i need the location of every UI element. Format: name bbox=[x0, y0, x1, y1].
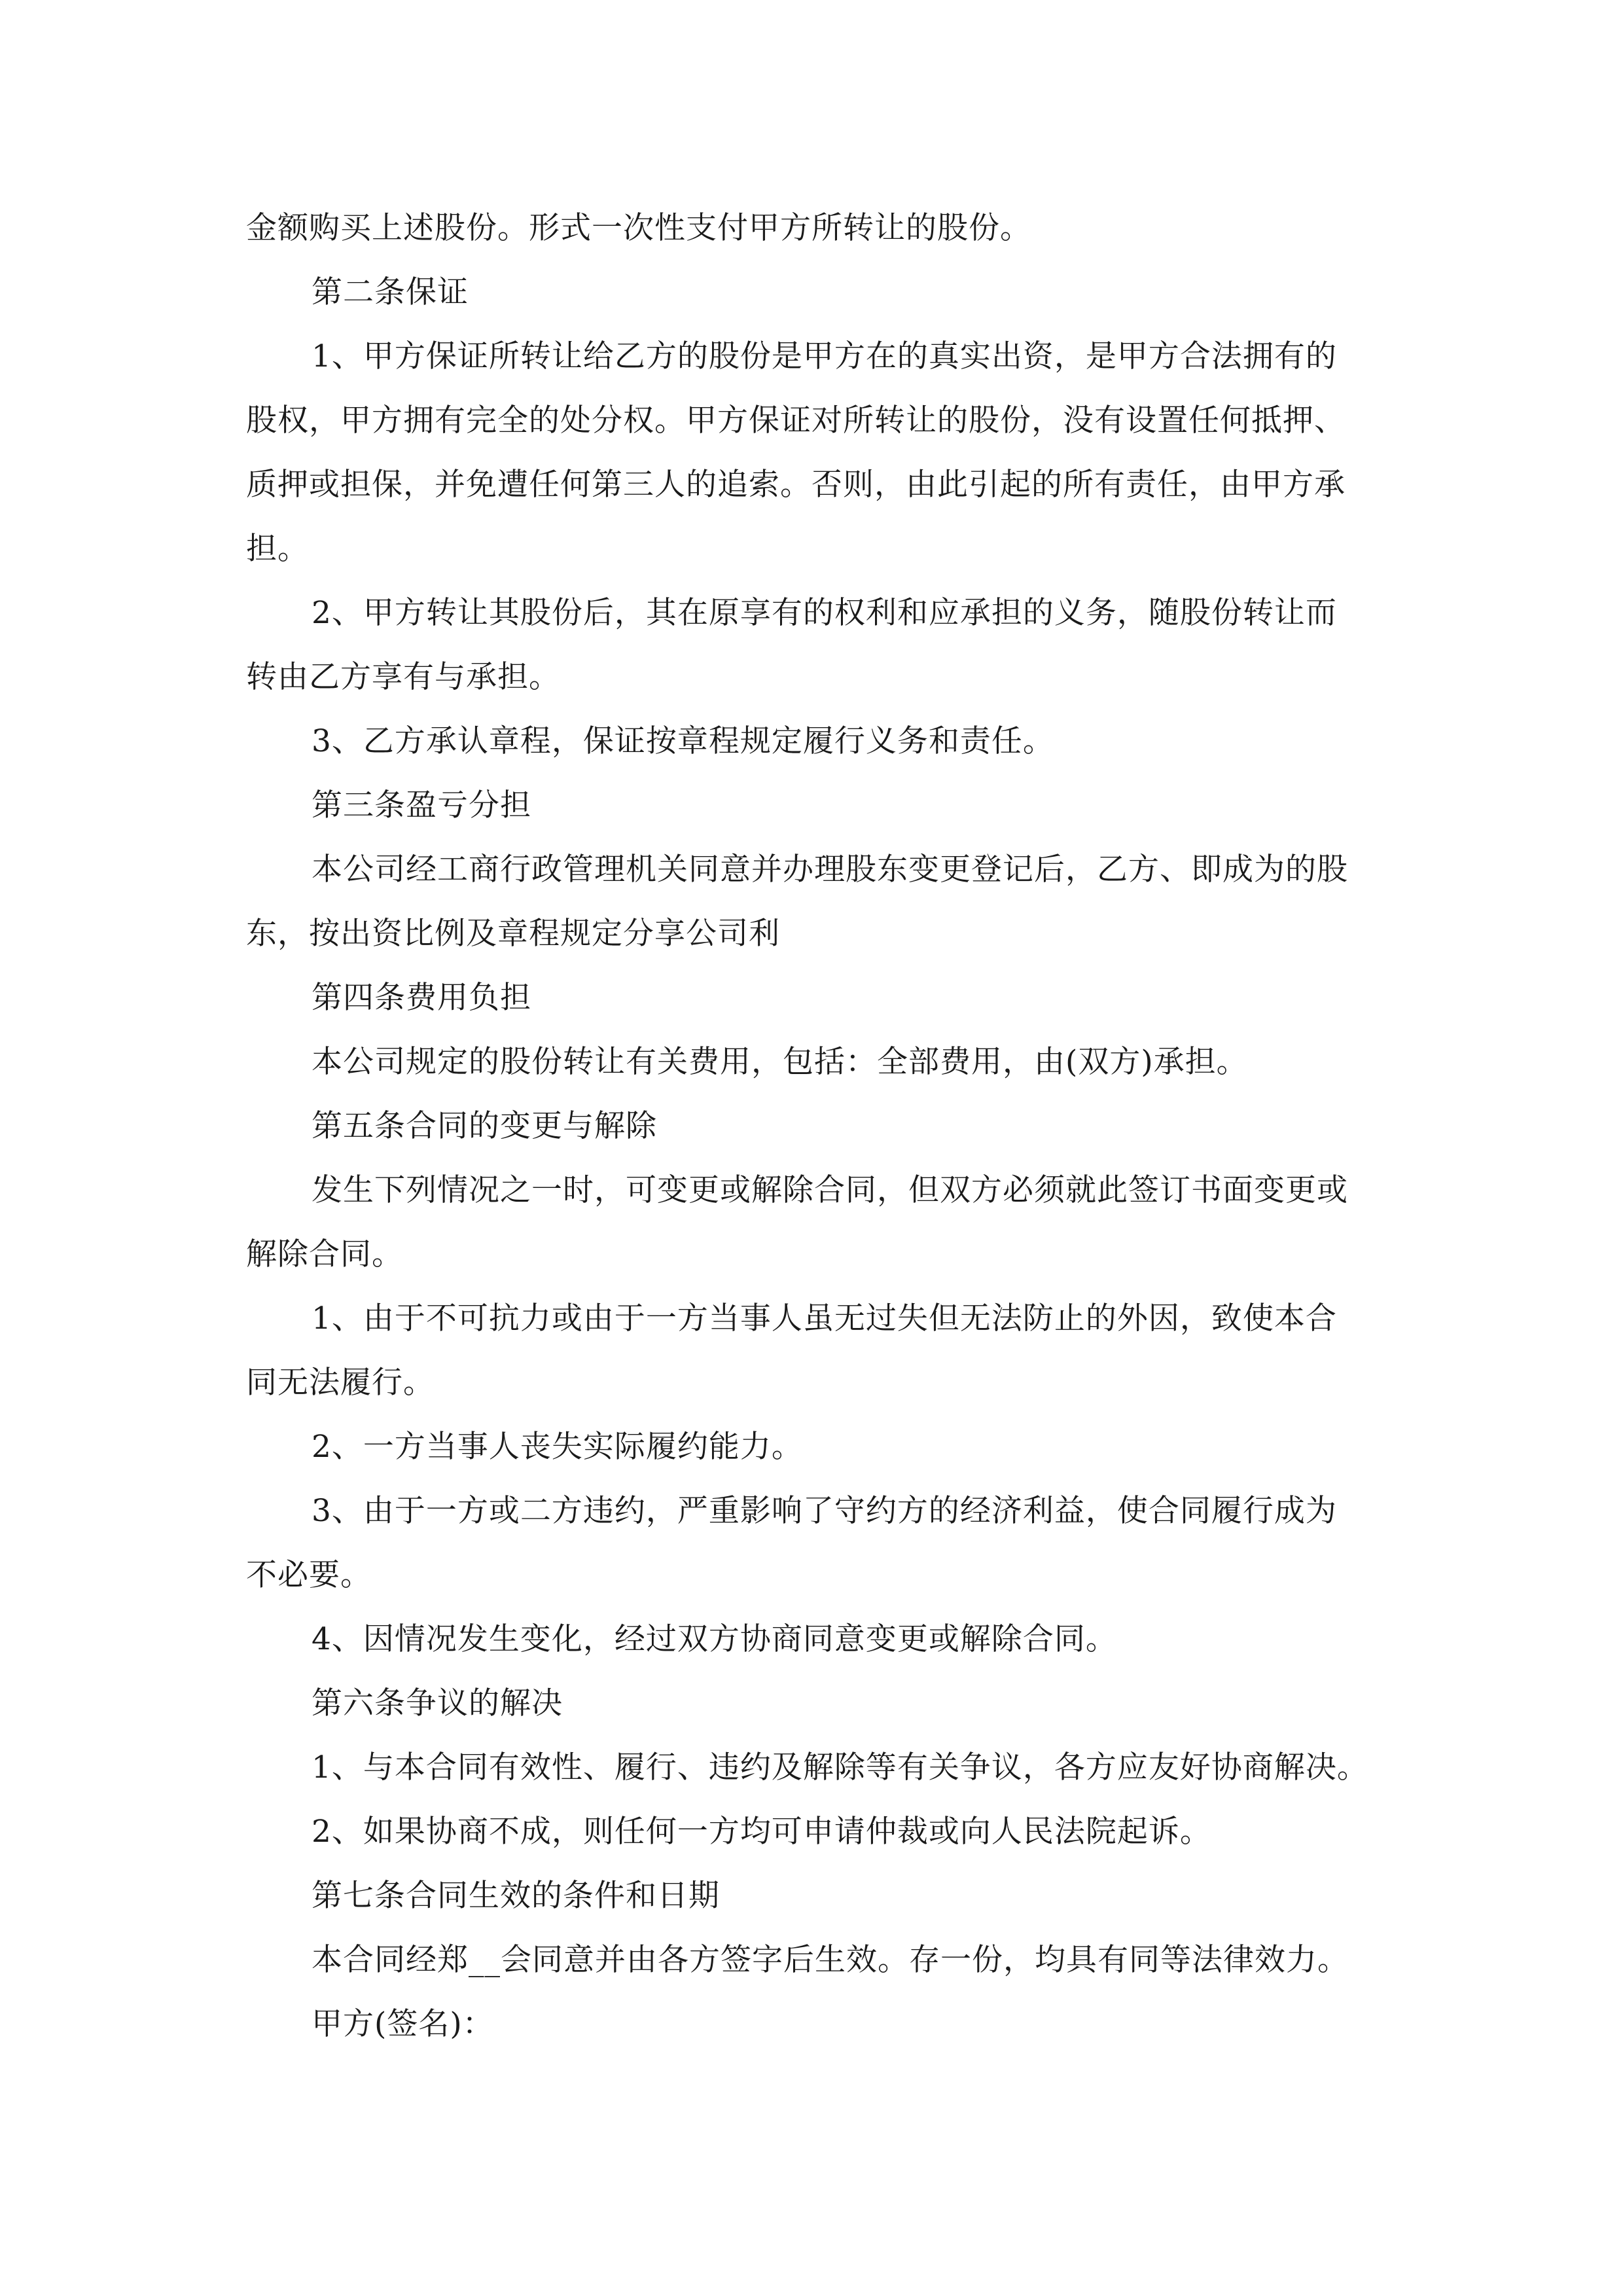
text-line: 同无法履行。 bbox=[246, 1365, 435, 1401]
text-line: 本公司经工商行政管理机关同意并办理股东变更登记后，乙方、即成为的股 bbox=[312, 852, 1348, 888]
section-heading-7: 第七条合同生效的条件和日期 bbox=[312, 1878, 720, 1914]
text-line: 2、甲方转让其股份后，其在原享有的权利和应承担的义务，随股份转让而 bbox=[312, 595, 1337, 631]
text-line: 质押或担保，并免遭任何第三人的追索。否则，由此引起的所有责任，由甲方承 bbox=[246, 467, 1346, 503]
text-line: 东，按出资比例及章程规定分享公司利 bbox=[246, 916, 780, 952]
section-heading-5: 第五条合同的变更与解除 bbox=[312, 1108, 657, 1144]
text-line: 1、与本合同有效性、履行、违约及解除等有关争议，各方应友好协商解决。 bbox=[312, 1749, 1368, 1785]
text-line: 股权，甲方拥有完全的处分权。甲方保证对所转让的股份，没有设置任何抵押、 bbox=[246, 403, 1346, 439]
text-line: 1、甲方保证所转让给乙方的股份是甲方在的真实出资，是甲方合法拥有的 bbox=[312, 338, 1337, 374]
text-line: 2、一方当事人丧失实际履约能力。 bbox=[312, 1429, 803, 1465]
section-heading-6: 第六条争议的解决 bbox=[312, 1685, 563, 1721]
text-line: 4、因情况发生变化，经过双方协商同意变更或解除合同。 bbox=[312, 1621, 1117, 1657]
text-line: 转由乙方享有与承担。 bbox=[246, 659, 560, 695]
text-line: 3、乙方承认章程，保证按章程规定履行义务和责任。 bbox=[312, 723, 1054, 759]
text-line: 不必要。 bbox=[246, 1557, 372, 1593]
text-line: 金额购买上述股份。形式一次性支付甲方所转让的股份。 bbox=[246, 210, 1031, 246]
text-line: 发生下列情况之一时，可变更或解除合同，但双方必须就此签订书面变更或 bbox=[312, 1172, 1348, 1208]
signature-label: 甲方(签名)： bbox=[312, 2006, 494, 2042]
text-line: 1、由于不可抗力或由于一方当事人虽无过失但无法防止的外因，致使本合 bbox=[312, 1300, 1337, 1336]
text-line: 2、如果协商不成，则任何一方均可申请仲裁或向人民法院起诉。 bbox=[312, 1814, 1211, 1850]
text-line: 本公司规定的股份转让有关费用，包括：全部费用，由(双方)承担。 bbox=[312, 1044, 1248, 1080]
section-heading-3: 第三条盈亏分担 bbox=[312, 787, 531, 823]
text-line: 3、由于一方或二方违约，严重影响了守约方的经济利益，使合同履行成为 bbox=[312, 1493, 1337, 1529]
section-heading-2: 第二条保证 bbox=[312, 274, 469, 310]
document-body bbox=[246, 196, 1404, 2056]
text-line: 本合同经郑__会同意并由各方签字后生效。存一份，均具有同等法律效力。 bbox=[312, 1942, 1349, 1978]
section-heading-4: 第四条费用负担 bbox=[312, 980, 531, 1016]
text-line: 担。 bbox=[246, 531, 309, 567]
text-line: 解除合同。 bbox=[246, 1236, 403, 1272]
